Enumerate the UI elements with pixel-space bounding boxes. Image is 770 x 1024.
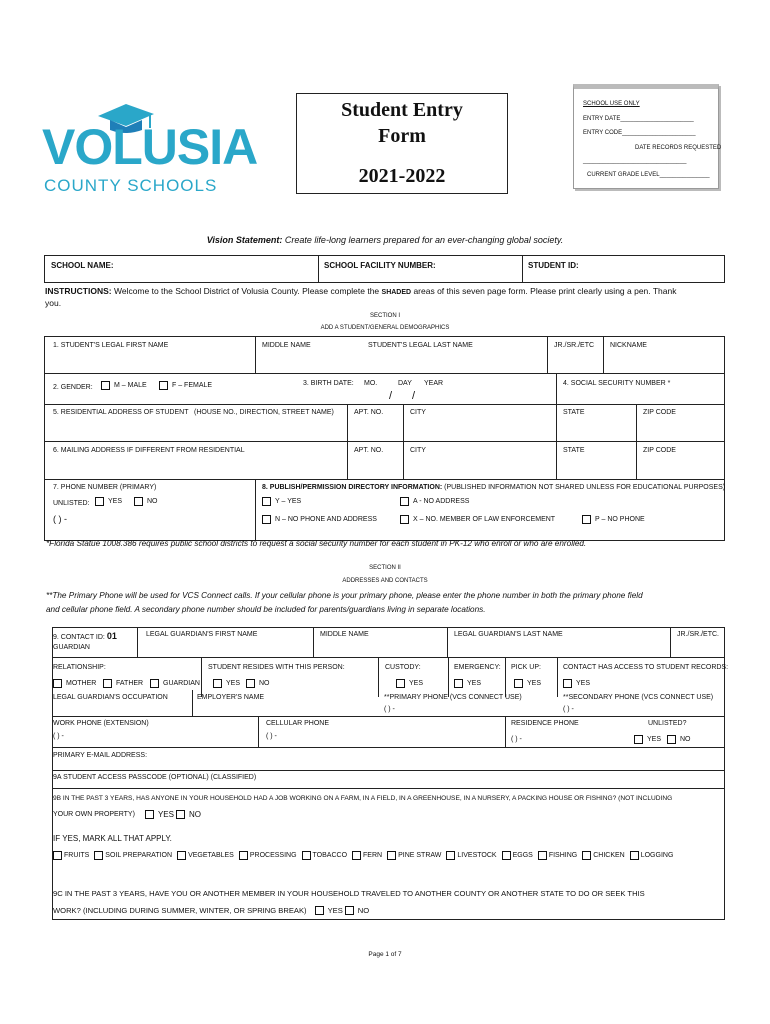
- resides-no-label: NO: [259, 680, 270, 687]
- work-phone-field[interactable]: ( ) -: [53, 733, 64, 740]
- phone-number-field[interactable]: ( ) -: [53, 514, 67, 524]
- phone-unlisted-label: UNLISTED:: [53, 500, 90, 507]
- q9b-line2: [53, 810, 201, 819]
- residence-unlisted-label: UNLISTED?: [648, 720, 687, 727]
- resides-label: STUDENT RESIDES WITH THIS PERSON:: [208, 664, 345, 671]
- student-suffix-field[interactable]: JR./SR./ETC: [554, 342, 595, 349]
- logo-text-main: VOLUSIA: [42, 119, 258, 175]
- nickname-field[interactable]: NICKNAME: [610, 342, 647, 349]
- q9c-line2: [53, 906, 369, 915]
- cell-phone-field[interactable]: ( ) -: [266, 733, 277, 740]
- access-yes-label: YES: [576, 680, 591, 687]
- residence-unlisted-yes-label: YES: [647, 736, 662, 743]
- work-type-option[interactable]: [446, 851, 496, 860]
- pickup-yes-label: YES: [527, 680, 542, 687]
- ssn-field[interactable]: 4. SOCIAL SECURITY NUMBER *: [563, 380, 671, 387]
- student-first-name-field[interactable]: 1. STUDENT'S LEGAL FIRST NAME: [53, 342, 169, 349]
- secondary-phone-label: **SECONDARY PHONE (VCS CONNECT USE): [563, 694, 714, 701]
- birth-year-label: YEAR: [424, 380, 444, 387]
- birth-date-slash-1: /: [389, 390, 393, 402]
- publish-n-label: N – NO PHONE AND ADDRESS: [275, 516, 377, 523]
- publish-a-checkbox[interactable]: [400, 497, 409, 506]
- publish-n-checkbox[interactable]: [262, 515, 271, 524]
- section2-title: SECTION II: [369, 565, 401, 571]
- primary-phone-field[interactable]: ( ) -: [384, 706, 395, 713]
- guardian-middle-name-field[interactable]: MIDDLE NAME: [320, 631, 369, 638]
- publish-opt-y[interactable]: [262, 497, 301, 506]
- work-types-row: [53, 851, 677, 860]
- birth-date-slash-2: /: [412, 390, 416, 402]
- unlisted-no-checkbox[interactable]: [134, 497, 143, 506]
- instructions-label: INSTRUCTIONS:: [45, 286, 112, 296]
- email-field[interactable]: PRIMARY E-MAIL ADDRESS:: [53, 752, 148, 759]
- publish-note: (PUBLISHED INFORMATION NOT SHARED UNLESS FOR EDUCATIONAL PURPOSES): [442, 484, 726, 491]
- work-type-label: PINE STRAW: [398, 852, 442, 859]
- res-city-field[interactable]: CITY: [410, 409, 426, 416]
- shaded-word: SHADED: [381, 289, 412, 296]
- work-type-label: SOIL PREPARATION: [105, 852, 173, 859]
- relationship-label: RELATIONSHIP:: [53, 664, 106, 671]
- access-records-yes[interactable]: [563, 679, 590, 688]
- q9c-yes-label: YES: [327, 906, 343, 915]
- vcs-note-line2: and cellular phone field. A secondary phone number should be included for parents/guardians living in separate locations.: [46, 605, 486, 614]
- residence-phone-field[interactable]: ( ) -: [511, 736, 522, 743]
- work-type-label: FISHING: [548, 852, 578, 859]
- work-type-option[interactable]: [352, 851, 382, 860]
- custody-yes-label: YES: [409, 680, 424, 687]
- instructions-text-a: Welcome to the School District of Volusia County. Please complete the: [111, 286, 382, 296]
- instructions-text-b: areas of this seven page form. Please print clearly using a pen. Thank: [411, 286, 677, 296]
- work-type-option[interactable]: [387, 851, 441, 860]
- access-yes-checkbox[interactable]: [563, 679, 572, 688]
- mother-label: MOTHER: [66, 680, 97, 687]
- publish-x-label: X – NO. MEMBER OF LAW ENFORCEMENT: [413, 516, 556, 523]
- pickup-label: PICK UP:: [511, 664, 541, 671]
- emergency-label: EMERGENCY:: [454, 664, 501, 671]
- page-number: Page 1 of 7: [368, 951, 402, 958]
- if-yes-label: IF YES, MARK ALL THAT APPLY.: [53, 834, 172, 843]
- work-type-checkbox[interactable]: [502, 851, 511, 860]
- q9c-line2-text: WORK? (INCLUDING DURING SUMMER, WINTER, OR SPRING BREAK): [53, 906, 307, 915]
- publish-opt-x[interactable]: [400, 515, 555, 524]
- work-type-checkbox[interactable]: [387, 851, 396, 860]
- student-last-name-field[interactable]: STUDENT'S LEGAL LAST NAME: [368, 342, 473, 349]
- instructions: [45, 286, 676, 296]
- birth-date-label: 3. BIRTH DATE:: [303, 380, 354, 387]
- male-checkbox[interactable]: [101, 381, 110, 390]
- vision-statement: [0, 235, 770, 245]
- work-type-label: CHICKEN: [593, 852, 625, 859]
- occupation-field[interactable]: LEGAL GUARDIAN'S OCCUPATION: [53, 694, 168, 701]
- publish-x-checkbox[interactable]: [400, 515, 409, 524]
- publish-title: 8. PUBLISH/PERMISSION DIRECTORY INFORMATION:: [262, 484, 443, 491]
- vision-text: Create life-long learners prepared for an ever-changing global society.: [282, 235, 564, 245]
- work-type-label: FERN: [363, 852, 383, 859]
- work-type-checkbox[interactable]: [302, 851, 311, 860]
- form-year: 2021-2022: [358, 165, 446, 187]
- mail-zip-field[interactable]: ZIP CODE: [643, 447, 676, 454]
- work-type-checkbox[interactable]: [582, 851, 591, 860]
- publish-label: [262, 484, 725, 491]
- employer-field[interactable]: EMPLOYER'S NAME: [197, 694, 265, 701]
- date-records-label: DATE RECORDS REQUESTED: [635, 145, 722, 151]
- res-apt-field[interactable]: APT. NO.: [354, 409, 384, 416]
- work-type-checkbox[interactable]: [53, 851, 62, 860]
- publish-opt-p[interactable]: [582, 515, 645, 524]
- student-middle-name-field[interactable]: MIDDLE NAME: [262, 342, 311, 349]
- res-address-field[interactable]: 5. RESIDENTIAL ADDRESS OF STUDENT: [53, 409, 189, 416]
- work-phone-label: WORK PHONE (EXTENSION): [53, 720, 149, 727]
- female-label: F – FEMALE: [172, 382, 213, 389]
- mail-apt-field[interactable]: APT. NO.: [354, 447, 384, 454]
- publish-y-label: Y – YES: [275, 498, 302, 505]
- volusia-logo: [42, 100, 258, 195]
- work-type-label: TOBACCO: [312, 852, 348, 859]
- publish-opt-n[interactable]: [262, 515, 377, 524]
- secondary-phone-field[interactable]: ( ) -: [563, 706, 574, 713]
- father-checkbox[interactable]: [103, 679, 112, 688]
- residence-unlisted-no-label: NO: [680, 736, 691, 743]
- q9b-yes-label: YES: [157, 810, 174, 819]
- work-type-label: EGGS: [512, 852, 533, 859]
- section1-subtitle: ADD A STUDENT/GENERAL DEMOGRAPHICS: [320, 325, 450, 331]
- vcs-note-line1: **The Primary Phone will be used for VCS Connect calls. If your cellular phone is your primary phone, please enter the phone number in both the primary phone field: [46, 591, 643, 600]
- work-type-checkbox[interactable]: [538, 851, 547, 860]
- work-type-checkbox[interactable]: [630, 851, 639, 860]
- work-type-checkbox[interactable]: [177, 851, 186, 860]
- vision-label: Vision Statement:: [206, 235, 283, 245]
- work-type-label: LIVESTOCK: [457, 852, 497, 859]
- work-type-label: VEGETABLES: [188, 852, 234, 859]
- res-zip-field[interactable]: ZIP CODE: [643, 409, 676, 416]
- q9c-line1: 9C IN THE PAST 3 YEARS, HAVE YOU OR ANOTHER MEMBER IN YOUR HOUSEHOLD TRAVELED TO ANOTHER COUNTY OR ANOTHER STATE TO DO OR SEEK THIS: [53, 889, 645, 898]
- student-id-field[interactable]: STUDENT ID:: [528, 261, 579, 270]
- residence-phone-label: RESIDENCE PHONE: [511, 720, 579, 727]
- mail-state-field[interactable]: STATE: [563, 447, 585, 454]
- work-type-option[interactable]: [538, 851, 577, 860]
- section1-title: SECTION I: [369, 313, 400, 319]
- work-type-checkbox[interactable]: [239, 851, 248, 860]
- gender-label: 2. GENDER:: [53, 384, 93, 391]
- gender-female-option[interactable]: [159, 381, 212, 390]
- pickup-yes[interactable]: [514, 679, 541, 688]
- work-type-option[interactable]: [582, 851, 625, 860]
- instructions-text-c: you.: [45, 298, 62, 308]
- unlisted-no-label: NO: [147, 498, 158, 505]
- contact-type-label: GUARDIAN: [53, 644, 90, 651]
- publish-opt-a[interactable]: [400, 497, 469, 506]
- publish-p-label: P – NO PHONE: [595, 516, 645, 523]
- form-title-line1: Student Entry: [341, 99, 463, 121]
- birth-month-label: MO.: [364, 380, 378, 387]
- q9c-no-label: NO: [357, 906, 370, 915]
- date-records-field[interactable]: _______________________________: [583, 158, 687, 164]
- guardian-suffix-field[interactable]: JR./SR./ETC.: [677, 631, 720, 638]
- work-type-checkbox[interactable]: [352, 851, 361, 860]
- section2-subtitle: ADDRESSES AND CONTACTS: [342, 578, 428, 584]
- school-use-title: SCHOOL USE ONLY: [583, 101, 640, 107]
- res-address-hint: (HOUSE NO., DIRECTION, STREET NAME): [194, 409, 334, 416]
- q9c-yes-checkbox[interactable]: [315, 906, 324, 915]
- cell-phone-label: CELLULAR PHONE: [266, 720, 330, 727]
- emergency-yes[interactable]: [454, 679, 481, 688]
- current-grade-field[interactable]: CURRENT GRADE LEVEL_______________: [587, 172, 710, 178]
- publish-a-label: A - NO ADDRESS: [413, 498, 470, 505]
- resides-no[interactable]: [246, 679, 270, 688]
- unlisted-yes-checkbox[interactable]: [95, 497, 104, 506]
- guardian-checkbox[interactable]: [150, 679, 159, 688]
- work-type-label: PROCESSING: [249, 852, 297, 859]
- work-type-label: LOGGING: [640, 852, 674, 859]
- publish-p-checkbox[interactable]: [582, 515, 591, 524]
- q9b-no-checkbox[interactable]: [176, 810, 185, 819]
- resides-no-checkbox[interactable]: [246, 679, 255, 688]
- primary-phone-label: **PRIMARY PHONE (VCS CONNECT USE): [384, 694, 522, 701]
- contact-id-value: 01: [106, 631, 117, 641]
- work-type-label: FRUITS: [64, 852, 90, 859]
- q9b-line1: 9B IN THE PAST 3 YEARS, HAS ANYONE IN YOUR HOUSEHOLD HAD A JOB WORKING ON A FARM, IN A FIELD, IN A GREENHOUSE, IN A NURSERY, A PACKING HOUSE OR FISHING? (NOT INCLUDING: [53, 795, 673, 802]
- q9c-no-checkbox[interactable]: [345, 906, 354, 915]
- father-label: FATHER: [116, 680, 144, 687]
- mail-city-field[interactable]: CITY: [410, 447, 426, 454]
- work-type-checkbox[interactable]: [94, 851, 103, 860]
- guardian-option-label: GUARDIAN: [163, 680, 200, 687]
- access-records-label: CONTACT HAS ACCESS TO STUDENT RECORDS:: [563, 664, 729, 671]
- phone-primary-label: 7. PHONE NUMBER (PRIMARY): [53, 484, 157, 491]
- q9b-no-label: NO: [188, 810, 201, 819]
- school-name-field[interactable]: SCHOOL NAME:: [51, 261, 114, 270]
- female-checkbox[interactable]: [159, 381, 168, 390]
- work-type-option[interactable]: [302, 851, 348, 860]
- custody-yes-checkbox[interactable]: [396, 679, 405, 688]
- custody-label: CUSTODY:: [385, 664, 421, 671]
- form-title-line2: Form: [378, 125, 426, 147]
- unlisted-yes-label: YES: [108, 498, 123, 505]
- relationship-guardian[interactable]: [150, 679, 200, 688]
- phone-unlisted-no[interactable]: [134, 497, 158, 506]
- publish-y-checkbox[interactable]: [262, 497, 271, 506]
- mother-checkbox[interactable]: [53, 679, 62, 688]
- residence-unlisted-no[interactable]: [667, 735, 691, 744]
- resides-yes[interactable]: [213, 679, 240, 688]
- guardian-first-name-field[interactable]: LEGAL GUARDIAN'S FIRST NAME: [146, 631, 258, 638]
- birth-day-label: DAY: [398, 380, 412, 387]
- work-type-option[interactable]: [502, 851, 533, 860]
- q9b-line2-text: YOUR OWN PROPERTY): [53, 811, 135, 818]
- section1-table: [44, 336, 725, 541]
- resides-yes-checkbox[interactable]: [213, 679, 222, 688]
- logo-text-sub: COUNTY SCHOOLS: [44, 176, 218, 195]
- work-type-option[interactable]: [177, 851, 234, 860]
- q9b-yes-checkbox[interactable]: [145, 810, 154, 819]
- pickup-yes-checkbox[interactable]: [514, 679, 523, 688]
- emergency-yes-checkbox[interactable]: [454, 679, 463, 688]
- contact-id-text: 9. CONTACT ID:: [53, 634, 105, 641]
- residence-unlisted-no-checkbox[interactable]: [667, 735, 676, 744]
- entry-code-field[interactable]: ENTRY CODE______________________: [583, 130, 696, 136]
- passcode-field[interactable]: 9A STUDENT ACCESS PASSCODE (OPTIONAL) (CLASSIFIED): [53, 774, 257, 781]
- gender-male-option[interactable]: [101, 381, 147, 390]
- resides-yes-label: YES: [226, 680, 241, 687]
- relationship-father[interactable]: [103, 679, 143, 688]
- relationship-mother[interactable]: [53, 679, 96, 688]
- ssn-footnote: *Florida Statue 1008.386 requires public school districts to request a social security number for each student in PK-12 who enroll or who are enrolled.: [46, 539, 587, 548]
- emergency-yes-label: YES: [467, 680, 482, 687]
- phone-unlisted-yes[interactable]: [95, 497, 122, 506]
- male-label: M – MALE: [114, 382, 147, 389]
- contact-id-label: [53, 631, 117, 641]
- mail-address-field[interactable]: 6. MAILING ADDRESS IF DIFFERENT FROM RESIDENTIAL: [53, 447, 245, 454]
- res-state-field[interactable]: STATE: [563, 409, 585, 416]
- work-type-checkbox[interactable]: [446, 851, 455, 860]
- residence-unlisted-yes-checkbox[interactable]: [634, 735, 643, 744]
- work-type-option[interactable]: [94, 851, 172, 860]
- guardian-last-name-field[interactable]: LEGAL GUARDIAN'S LAST NAME: [454, 631, 563, 638]
- facility-number-field[interactable]: SCHOOL FACILITY NUMBER:: [324, 261, 436, 270]
- work-type-option[interactable]: [630, 851, 674, 860]
- custody-yes[interactable]: [396, 679, 423, 688]
- work-type-option[interactable]: [53, 851, 89, 860]
- residence-unlisted-yes[interactable]: [634, 735, 661, 744]
- entry-date-field[interactable]: ENTRY DATE______________________: [583, 116, 694, 122]
- work-type-option[interactable]: [239, 851, 297, 860]
